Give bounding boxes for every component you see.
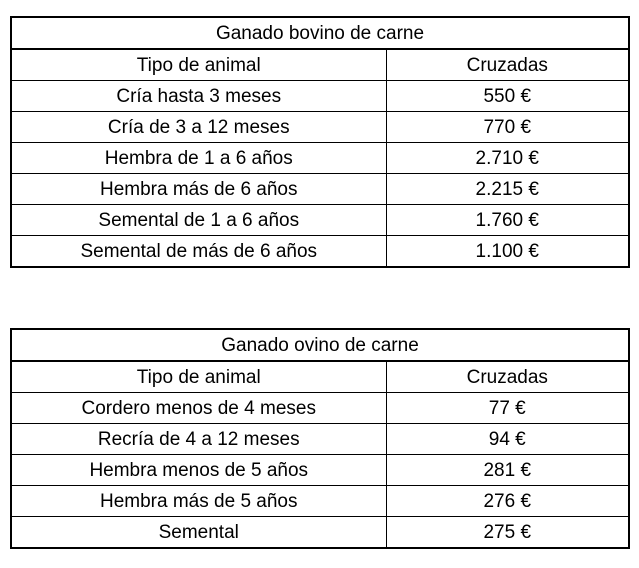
ovino-price-table (10, 328, 630, 549)
column-header-animal: Tipo de animal (11, 49, 386, 81)
animal-type-cell: Hembra más de 6 años (11, 174, 386, 205)
table-row (11, 486, 629, 517)
table-row (11, 205, 629, 236)
table-row (11, 517, 629, 549)
price-cell: 276 € (386, 486, 629, 517)
animal-type-cell: Cría de 3 a 12 meses (11, 112, 386, 143)
price-cell: 275 € (386, 517, 629, 549)
table-header-row (11, 361, 629, 393)
table-row (11, 236, 629, 268)
animal-type-cell: Cría hasta 3 meses (11, 81, 386, 112)
animal-type-cell: Cordero menos de 4 meses (11, 393, 386, 424)
table-header-row (11, 49, 629, 81)
table-row (11, 455, 629, 486)
animal-type-cell: Hembra menos de 5 años (11, 455, 386, 486)
price-cell: 94 € (386, 424, 629, 455)
table-row (11, 174, 629, 205)
column-header-price: Cruzadas (386, 49, 629, 81)
price-cell: 281 € (386, 455, 629, 486)
price-cell: 550 € (386, 81, 629, 112)
animal-type-cell: Recría de 4 a 12 meses (11, 424, 386, 455)
bovino-price-table (10, 16, 630, 268)
animal-type-cell: Hembra más de 5 años (11, 486, 386, 517)
price-cell: 1.760 € (386, 205, 629, 236)
table-row (11, 424, 629, 455)
price-cell: 77 € (386, 393, 629, 424)
price-cell: 770 € (386, 112, 629, 143)
table-title-row (11, 17, 629, 49)
table-row (11, 112, 629, 143)
table-title: Ganado ovino de carne (11, 329, 629, 361)
table-title-row (11, 329, 629, 361)
price-cell: 2.710 € (386, 143, 629, 174)
table-row (11, 143, 629, 174)
column-header-animal: Tipo de animal (11, 361, 386, 393)
animal-type-cell: Semental de más de 6 años (11, 236, 386, 268)
animal-type-cell: Semental (11, 517, 386, 549)
table-row (11, 393, 629, 424)
table-title: Ganado bovino de carne (11, 17, 629, 49)
column-header-price: Cruzadas (386, 361, 629, 393)
price-cell: 2.215 € (386, 174, 629, 205)
price-cell: 1.100 € (386, 236, 629, 268)
animal-type-cell: Semental de 1 a 6 años (11, 205, 386, 236)
table-row (11, 81, 629, 112)
animal-type-cell: Hembra de 1 a 6 años (11, 143, 386, 174)
